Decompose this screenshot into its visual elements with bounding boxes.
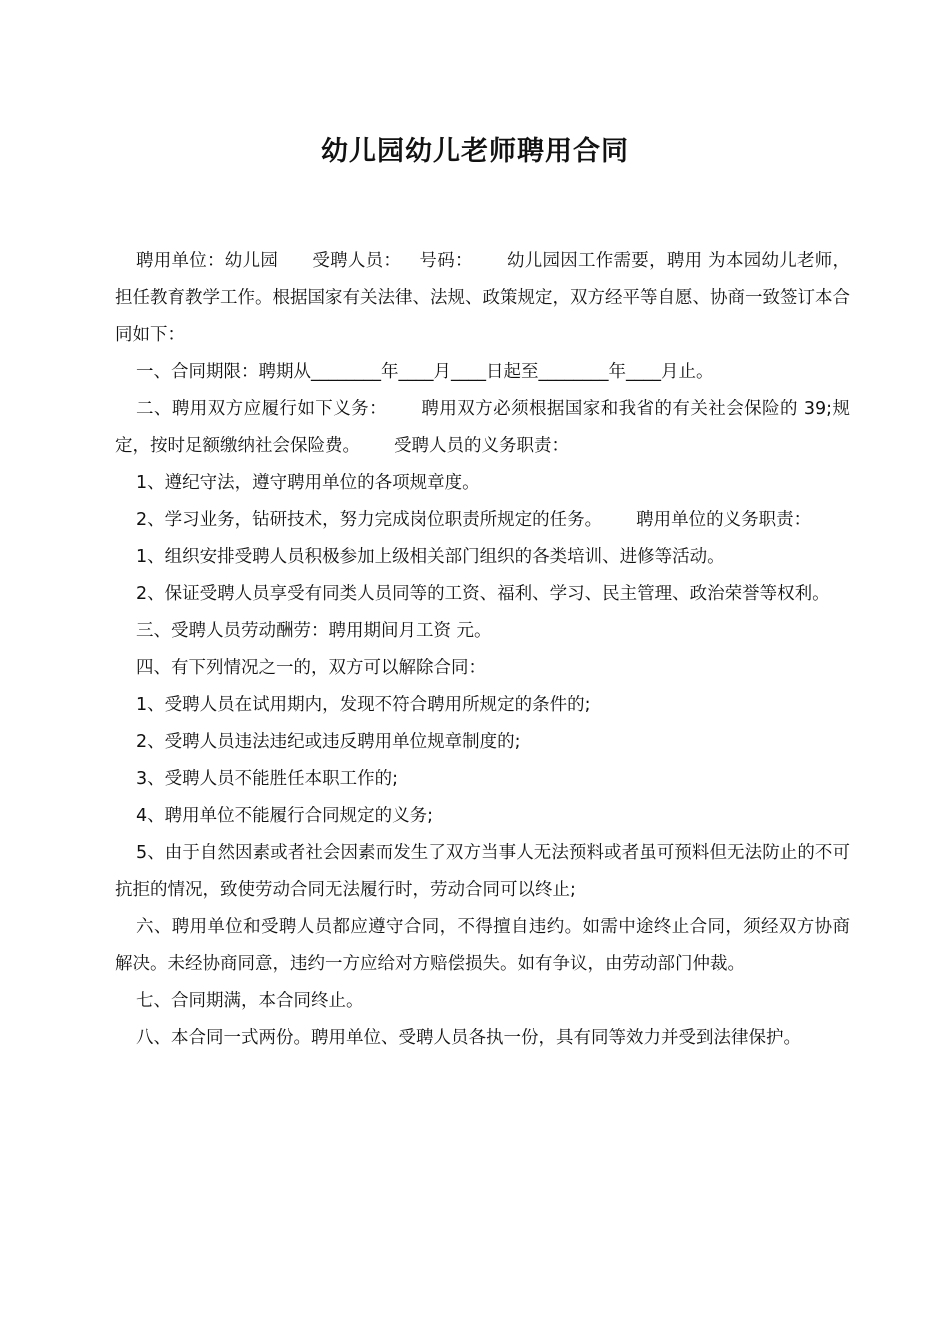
termination-item: 3、受聘人员不能胜任本职工作的; [136,769,399,789]
employer-duty-1: 1、组织安排受聘人员积极参加上级相关部门组织的各类培训、进修等活动。 [136,547,725,567]
term-clause: 一、合同期限：聘期从________年____月____日起至________年____月止。 [136,362,714,382]
termination-item: 2、受聘人员违法违纪或违反聘用单位规章制度的; [136,732,521,752]
termination-item: 1、受聘人员在试用期内，发现不符合聘用所规定的条件的; [136,695,591,715]
duties-paragraph [115,391,850,465]
termination-heading: 四、有下列情况之一的，双方可以解除合同： [136,658,486,678]
employee-duty-2-paragraph [115,502,850,539]
salary-clause: 三、受聘人员劳动酬劳：聘用期间月工资 元。 [136,621,492,641]
duties-heading: 二、聘用双方应履行如下义务： [136,399,387,419]
employee-duties-heading: 受聘人员的义务职责： [394,436,569,456]
number-label: 号码： [419,251,473,271]
insurance-clause: 聘用双方必须根据国家和我省的有关社会保险的 39;规定，按时足额缴纳社会保险费。 [115,399,850,456]
intro-text: 幼儿园因工作需要，聘用 为本园幼儿老师，担任教育教学工作。根据国家有关法律、法规、政策规定，双方经平等自愿、协商一致签订本合同如下： [115,251,851,345]
intro-paragraph [115,243,850,354]
termination-item: 4、聘用单位不能履行合同规定的义务; [136,806,434,826]
employer-label: 聘用单位：幼儿园 [136,251,279,271]
employer-duty-2: 2、保证受聘人员享受有同类人员同等的工资、福利、学习、民主管理、政治荣誉等权利。 [136,584,830,604]
compliance-clause: 六、聘用单位和受聘人员都应遵守合同，不得擅自违约。如需中途终止合同，须经双方协商解决。未经协商同意，违约一方应给对方赔偿损失。如有争议，由劳动部门仲裁。 [115,917,850,974]
contract-body [115,243,850,1057]
copies-clause: 八、本合同一式两份。聘用单位、受聘人员各执一份，具有同等效力并受到法律保护。 [136,1028,801,1048]
employer-duties-heading: 聘用单位的义务职责： [636,510,812,530]
employee-duty-2: 2、学习业务，钻研技术，努力完成岗位职责所规定的任务。 [136,510,603,530]
expiry-clause: 七、合同期满，本合同终止。 [136,991,364,1011]
termination-item: 5、由于自然因素或者社会因素而发生了双方当事人无法预料或者虽可预料但无法防止的不可抗拒的情况，致使劳动合同无法履行时，劳动合同可以终止; [115,843,850,900]
document-title: 幼儿园幼儿老师聘用合同 [321,136,629,167]
employee-label: 受聘人员： [312,251,402,271]
employee-duty-1: 1、遵纪守法，遵守聘用单位的各项规章度。 [136,473,480,493]
